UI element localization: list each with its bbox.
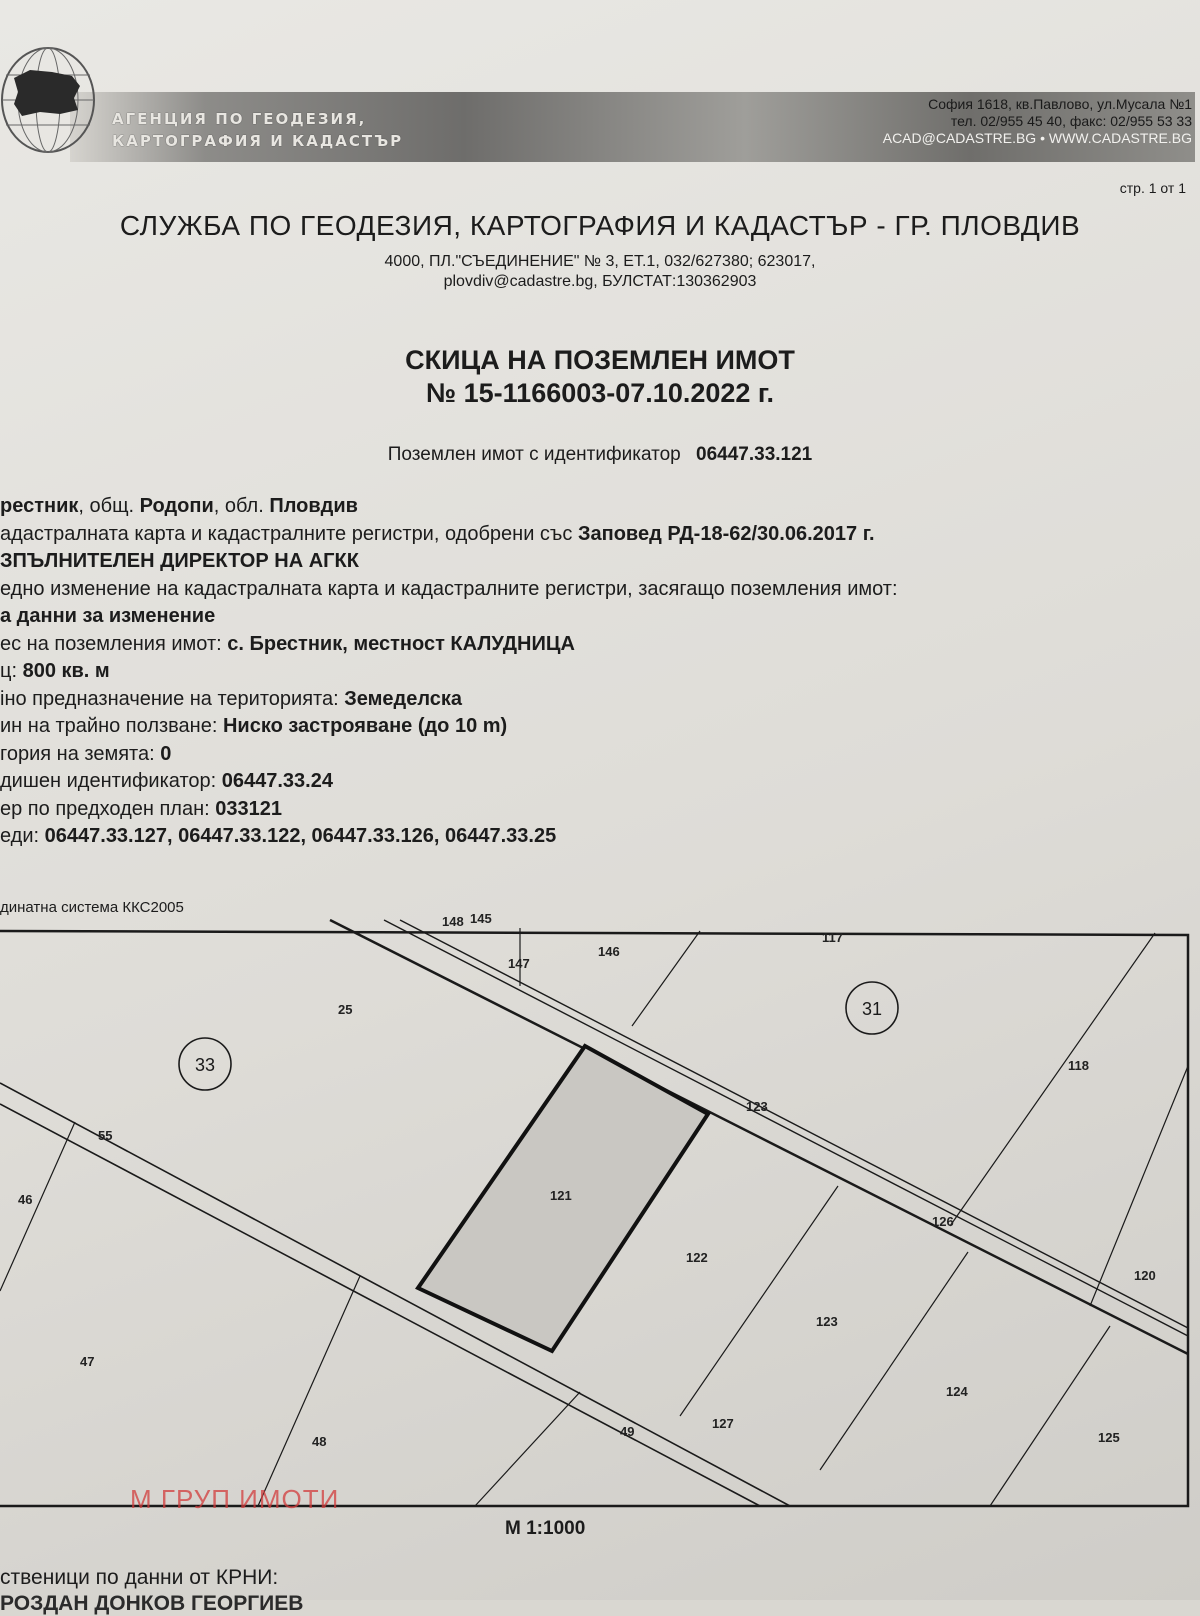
detail-line — [0, 521, 1200, 549]
page-number: стр. 1 от 1 — [1119, 180, 1186, 196]
parcel-label: 25 — [338, 1002, 353, 1017]
parcel-label: 127 — [712, 1416, 734, 1431]
detail-value: Земеделска — [344, 687, 463, 710]
parcel-boundary — [632, 931, 700, 1026]
detail-label: ер по предходен план: — [0, 797, 216, 820]
agency-name — [112, 108, 442, 152]
office-address-line: 4000, ПЛ."СЪЕДИНЕНИЕ" № 3, ЕТ.1, 032/627380; 623017, — [384, 253, 816, 270]
detail-value: Ниско застрояване (до 10 m) — [222, 715, 508, 737]
parcel-label: 55 — [98, 1128, 113, 1143]
parcel-label: 46 — [18, 1192, 33, 1207]
parcel-label: 48 — [312, 1434, 327, 1449]
watermark: М ГРУП ИМОТИ — [130, 1484, 340, 1514]
identifier-label: Поземлен имот с идентификатор — [387, 444, 681, 465]
detail-value: Заповед РД-18-62/30.06.2017 г. — [577, 522, 875, 545]
detail-line — [0, 768, 1200, 796]
detail-line — [0, 713, 1200, 741]
detail-line — [0, 631, 1200, 659]
parcel-boundary — [258, 1276, 360, 1506]
detail-label: ц: — [0, 660, 23, 682]
parcel-label: 125 — [1098, 1430, 1120, 1445]
agency-email-web: ACAD@CADASTRE.BG • WWW.CADASTRE.BG — [882, 130, 1192, 146]
agency-globe-logo-icon — [0, 40, 100, 160]
parcel-boundary — [680, 1186, 838, 1416]
parcel-label: 49 — [620, 1424, 635, 1439]
parcel-label: 145 — [470, 911, 492, 926]
office-title: СЛУЖБА ПО ГЕОДЕЗИЯ, КАРТОГРАФИЯ И КАДАСТЪР - ГР. ПЛОВДИВ — [119, 210, 1081, 241]
detail-line — [0, 548, 1200, 576]
parcel-label: 146 — [598, 944, 620, 959]
detail-value: рестник — [0, 495, 79, 517]
parcel-boundary — [820, 1252, 968, 1470]
document-title — [0, 344, 1200, 410]
parcel-boundary — [475, 1392, 580, 1506]
agency-phone: тел. 02/955 45 40, факс: 02/955 53 33 — [950, 113, 1192, 129]
parcel-label: 147 — [508, 956, 530, 971]
detail-line — [0, 658, 1200, 686]
agency-address: София 1618, кв.Павлово, ул.Мусала №1 — [928, 96, 1192, 112]
detail-line — [0, 796, 1200, 824]
coordinate-system: динатна система ККС2005 — [0, 899, 184, 916]
detail-value: ЗПЪЛНИТЕЛЕН ДИРЕКТОР НА АГКК — [0, 550, 359, 572]
detail-label: , обл. — [213, 495, 270, 517]
detail-label: ин на трайно ползване: — [0, 715, 223, 737]
block-number: 33 — [194, 1055, 216, 1075]
parcel-boundary — [950, 933, 1155, 1226]
detail-line — [0, 686, 1200, 714]
detail-value: 033121 — [215, 797, 283, 820]
detail-value: Пловдив — [269, 495, 358, 517]
parcel-label: 117 — [822, 930, 843, 945]
property-details — [0, 493, 1200, 851]
parcel-label: 123 — [746, 1099, 768, 1114]
parcel-label: 126 — [932, 1214, 954, 1229]
identifier-line — [0, 444, 1200, 466]
cadastral-map — [0, 911, 1200, 1516]
detail-value: Родопи — [139, 495, 214, 517]
detail-label: , общ. — [78, 495, 140, 517]
document-number: № 15-1166003-07.10.2022 г. — [426, 378, 774, 408]
detail-value: 800 кв. м — [22, 660, 110, 682]
owners-label: ственици по данни от КРНИ: — [0, 1566, 279, 1589]
agency-name-line: АГЕНЦИЯ ПО ГЕОДЕЗИЯ, — [112, 110, 367, 128]
block-number: 31 — [861, 999, 883, 1019]
parcel-label: 148 — [442, 914, 464, 929]
agency-contact — [832, 96, 1192, 147]
parcel-label: 124 — [946, 1384, 968, 1399]
parcel-label: 118 — [1068, 1058, 1089, 1073]
detail-label: едно изменение на кадастралната карта и кадастралните регистри, засягащо поземления имот: — [0, 577, 898, 600]
document-title-text: СКИЦА НА ПОЗЕМЛЕН ИМОТ — [405, 345, 795, 375]
detail-value: 06447.33.24 — [221, 770, 333, 792]
office-address-line: plovdiv@cadastre.bg, БУЛСТАТ:130362903 — [443, 273, 757, 290]
detail-line — [0, 493, 1200, 521]
parcel-boundary — [0, 1122, 75, 1291]
detail-value: 0 — [160, 742, 172, 765]
detail-line — [0, 823, 1200, 851]
detail-label: адастралната карта и кадастралните регистри, одобрени със — [0, 522, 578, 545]
detail-label: гория на земята: — [0, 742, 161, 765]
detail-line — [0, 741, 1200, 769]
identifier-value: 06447.33.121 — [696, 444, 813, 465]
detail-label: еди: — [0, 825, 45, 847]
parcel-boundary — [990, 1326, 1110, 1506]
parcel-label: 122 — [686, 1250, 708, 1265]
map-scale: М 1:1000 — [505, 1518, 586, 1539]
parcel-label: 120 — [1134, 1268, 1156, 1283]
detail-value: с. Брестник, местност КАЛУДНИЦА — [227, 632, 575, 655]
parcel-label: 47 — [80, 1354, 95, 1369]
detail-label: дишен идентификатор: — [0, 770, 222, 792]
parcel-label: 121 — [550, 1188, 572, 1203]
detail-value: а данни за изменение — [0, 605, 216, 627]
detail-value: 06447.33.127, 06447.33.122, 06447.33.126, 06447.33.25 — [44, 825, 557, 847]
agency-name-line: КАРТОГРАФИЯ И КАДАСТЪР — [112, 132, 404, 150]
owner-name: РОЗДАН ДОНКОВ ГЕОРГИЕВ — [0, 1592, 304, 1615]
office-address — [0, 252, 1200, 292]
detail-label: ес на поземления имот: — [0, 632, 228, 655]
parcel-label: 123 — [816, 1314, 838, 1329]
detail-label: іно предназначение на територията: — [0, 687, 345, 710]
detail-line — [0, 576, 1200, 604]
detail-line — [0, 603, 1200, 631]
